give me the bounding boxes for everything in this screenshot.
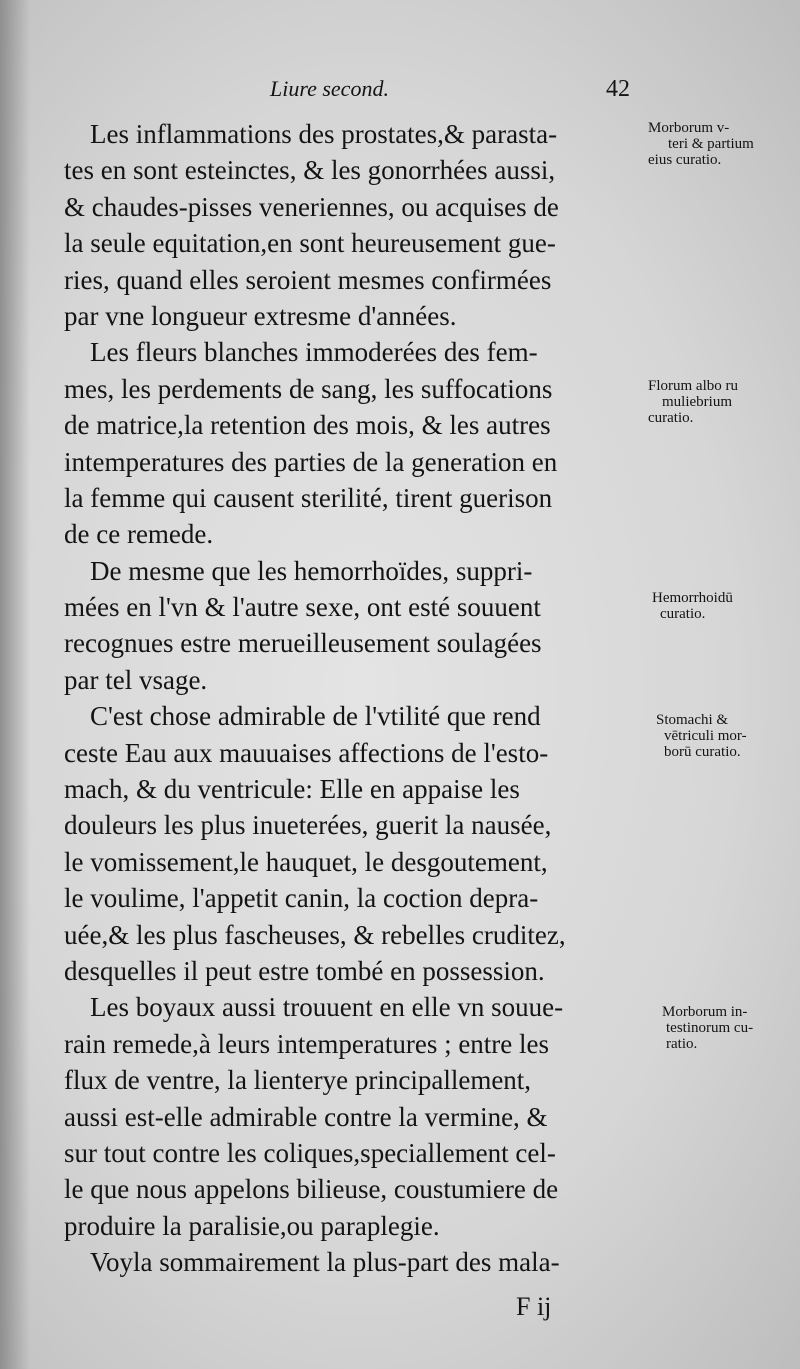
text-line: sur tout contre les coliques,speciallement cel-: [64, 1137, 556, 1168]
text-line: le que nous appelons bilieuse, coustumiere de: [64, 1174, 559, 1205]
margin-note-line: ratio.: [666, 1036, 698, 1052]
text-line: par vne longueur extresme d'années.: [64, 300, 457, 331]
text-line: Les boyaux aussi trouuent en elle vn souue-: [90, 992, 564, 1023]
margin-note-line: Morborum in-: [662, 1004, 748, 1020]
margin-note-line: curatio.: [660, 606, 706, 622]
margin-note-line: testinorum cu-: [666, 1020, 754, 1036]
text-line: & chaudes-pisses veneriennes, ou acquises de: [64, 191, 559, 222]
margin-note-line: muliebrium: [662, 394, 732, 410]
text-line: rain remede,à leurs intemperatures ; entre les: [64, 1028, 550, 1059]
text-line: par tel vsage.: [64, 664, 208, 695]
margin-note-line: borū curatio.: [664, 744, 741, 760]
margin-note-intestines: [648, 1004, 753, 1052]
body-text: [64, 116, 648, 1281]
running-head: Liure second.: [270, 76, 389, 101]
margin-note-line: Florum albo ru: [648, 378, 738, 394]
margin-note-hemorrhoids: [648, 590, 733, 622]
margin-note-stomach: [648, 712, 747, 760]
page-edge-shadow: [0, 0, 30, 1369]
text-line: Les fleurs blanches immoderées des fem-: [90, 337, 538, 368]
text-line: uée,& les plus fascheuses, & rebelles cruditez,: [64, 919, 566, 950]
margin-note-line: vētriculi mor-: [664, 728, 747, 744]
text-line: mach, & du ventricule: Elle en appaise les: [64, 774, 520, 805]
text-line: de matrice,la retention des mois, & les autres: [64, 410, 551, 441]
text-line: de ce remede.: [64, 519, 214, 550]
signature-mark: F ij: [516, 1292, 552, 1321]
text-line: le voulime, l'appetit canin, la coction depra-: [64, 883, 539, 914]
margin-note-line: Hemorrhoidū: [652, 590, 733, 606]
margin-note-uterus: [648, 120, 754, 168]
text-line: flux de ventre, la lienterye principallement,: [64, 1065, 532, 1096]
text-line: tes en sont esteinctes, & les gonorrhées aussi,: [64, 155, 556, 186]
text-line: ries, quand elles seroient mesmes confirmées: [64, 264, 552, 295]
margin-note-line: Morborum v-: [648, 120, 730, 136]
text-line: la femme qui causent sterilité, tirent guerison: [64, 482, 553, 513]
text-line: recognues estre merueilleusement soulagées: [64, 628, 542, 659]
margin-note-fluor-albus: [648, 378, 738, 426]
margin-note-line: teri & partium: [668, 136, 754, 152]
text-line: intemperatures des parties de la generation en: [64, 446, 558, 477]
text-line: le vomissement,le hauquet, le desgoutement,: [64, 846, 548, 877]
margin-note-line: curatio.: [648, 410, 694, 426]
text-line: De mesme que les hemorrhoïdes, suppri-: [90, 555, 533, 586]
margin-note-line: Stomachi &: [656, 712, 729, 728]
text-line: produire la paralisie,ou paraplegie.: [64, 1210, 440, 1241]
text-line: Voyla sommairement la plus-part des mala-: [90, 1247, 560, 1278]
text-line: la seule equitation,en sont heureusement gue-: [64, 228, 556, 259]
text-line: Les inflammations des prostates,& parasta-: [90, 119, 558, 149]
margin-note-line: eius curatio.: [648, 152, 722, 168]
text-line: desquelles il peut estre tombé en possession.: [64, 955, 545, 986]
text-line: douleurs les plus inueterées, guerit la nausée,: [64, 810, 552, 841]
text-line: C'est chose admirable de l'vtilité que rend: [90, 701, 541, 732]
text-line: ceste Eau aux mauuaises affections de l'esto-: [64, 737, 549, 768]
page-number: 42: [606, 76, 630, 102]
text-line: mes, les perdements de sang, les suffocations: [64, 373, 553, 404]
text-line: aussi est-elle admirable contre la vermine, &: [64, 1101, 548, 1132]
text-line: mées en l'vn & l'autre sexe, ont esté souuent: [64, 592, 541, 623]
